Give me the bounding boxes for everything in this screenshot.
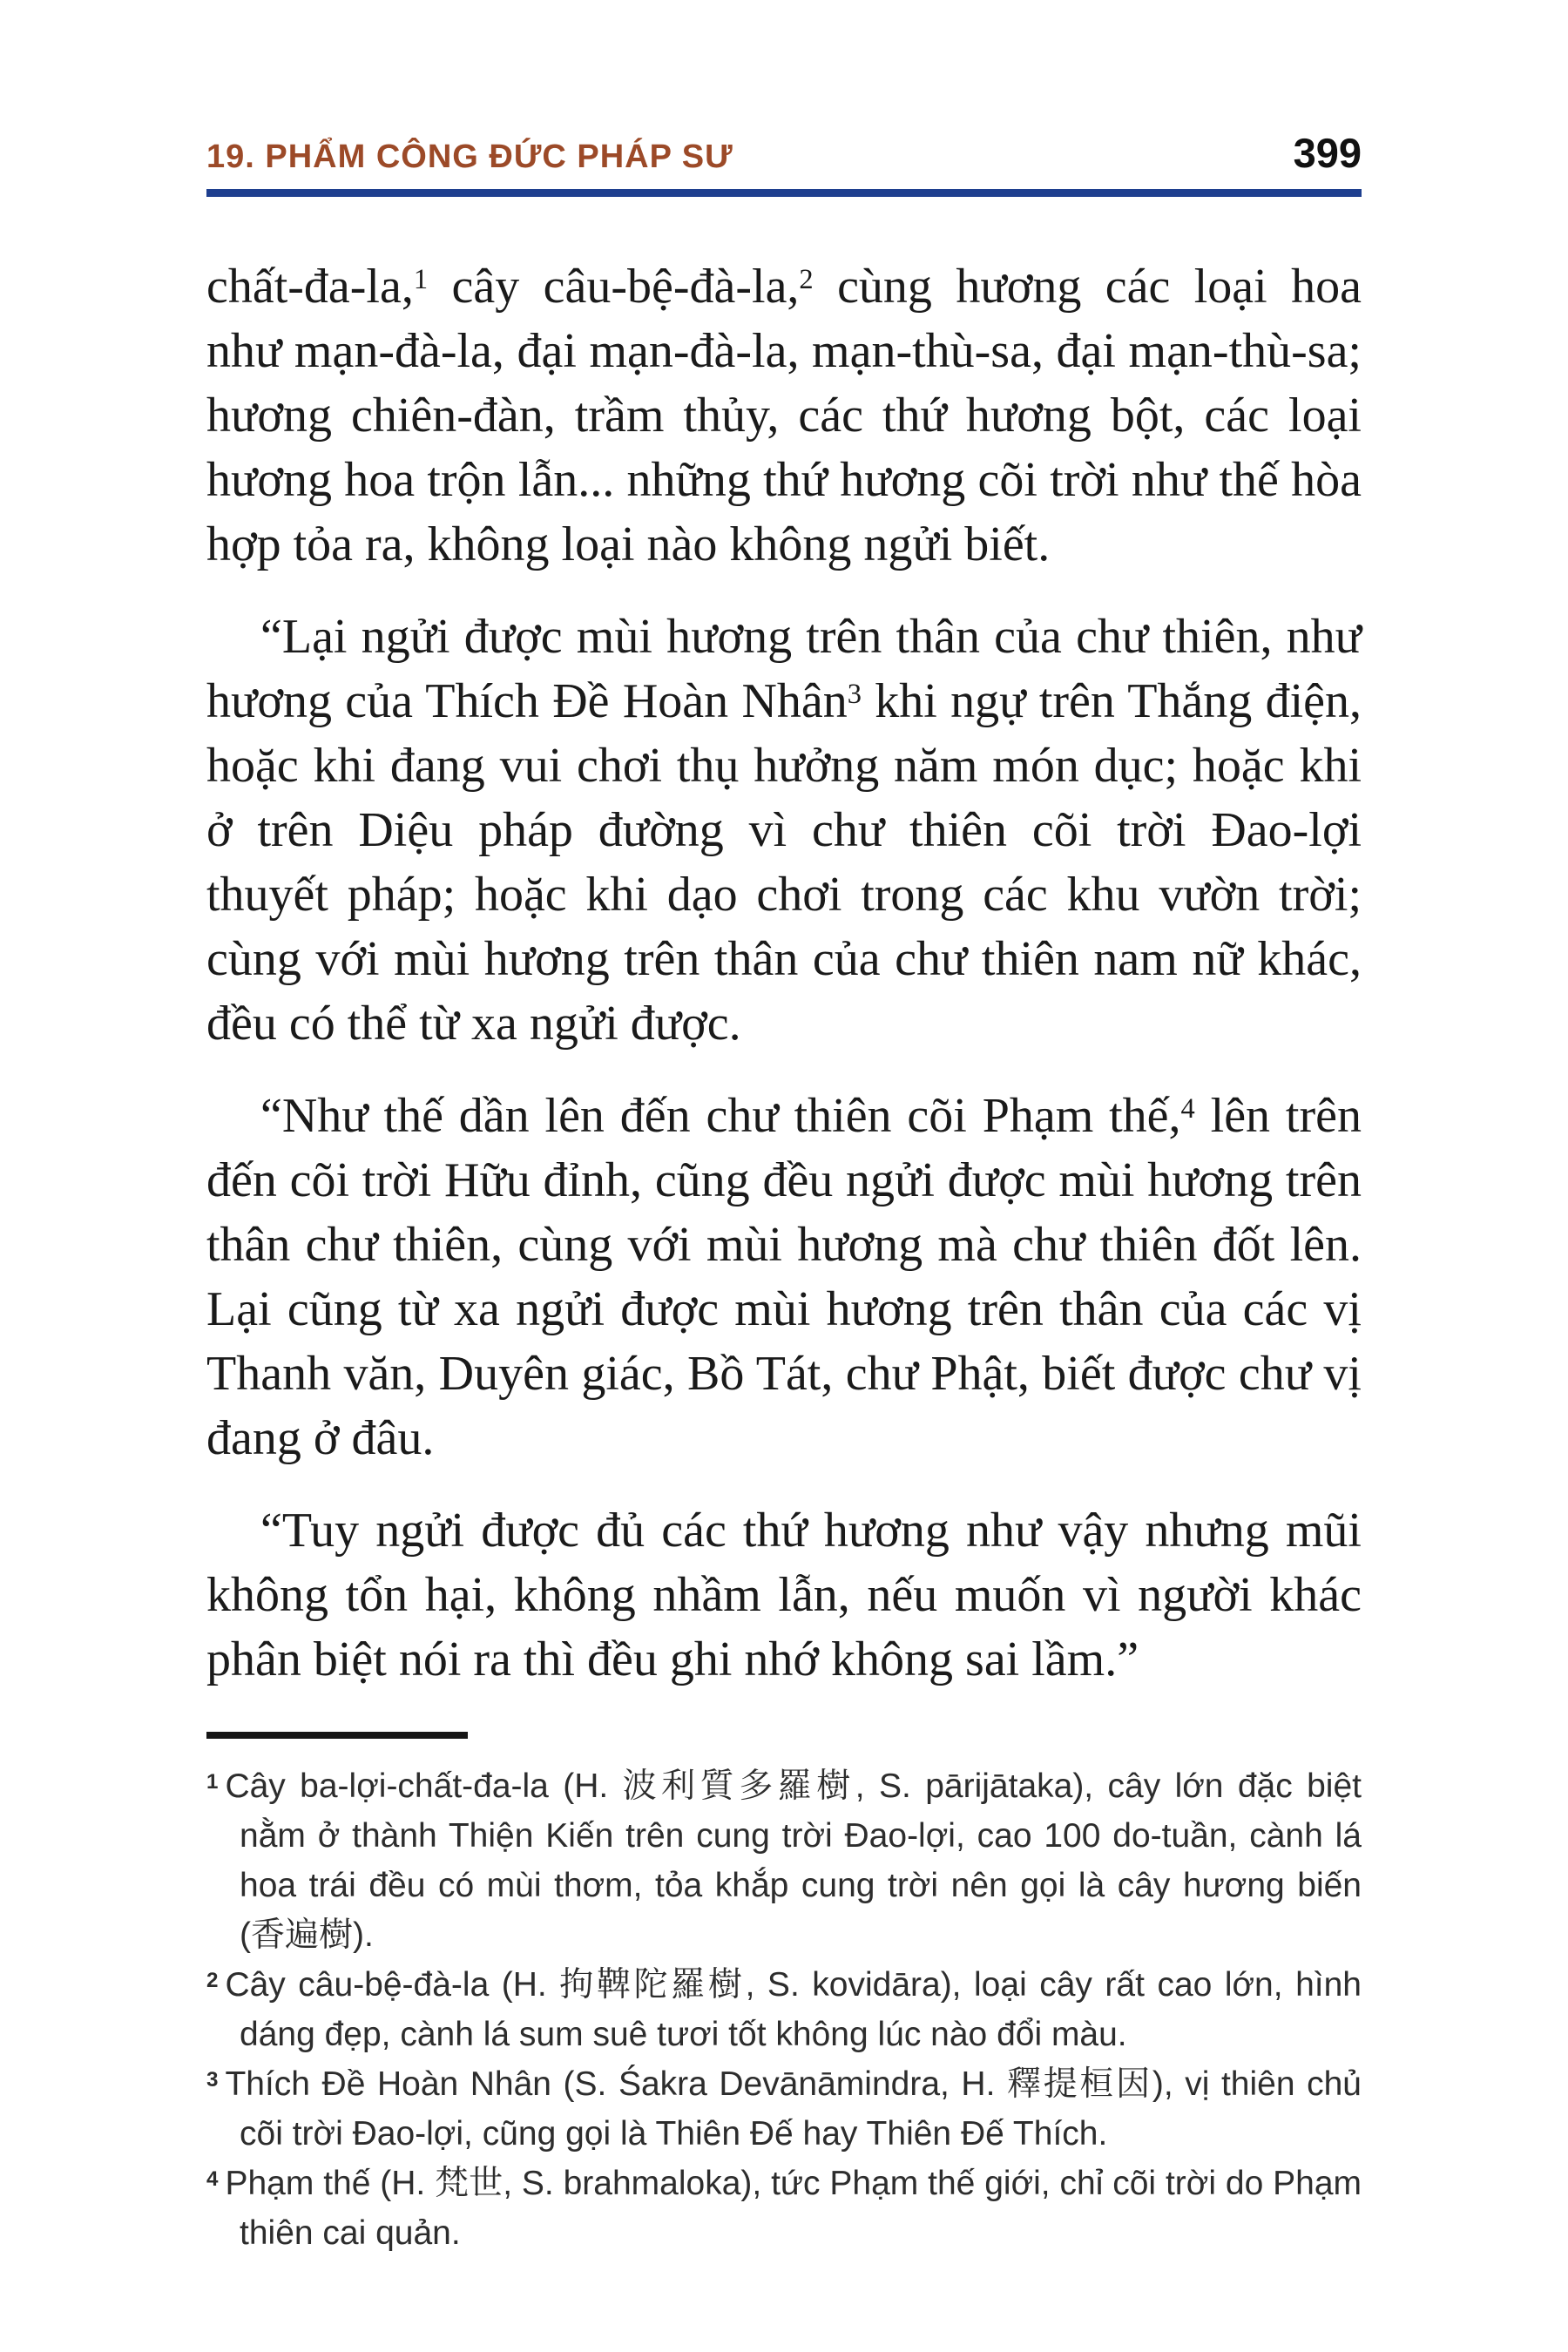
footnote-separator [206, 1732, 468, 1739]
footnote-item: $^1$ Cây ba-lợi-chất-đa-la (H. 波利質多羅樹, S. pārijātaka), cây lớn đặc biệt nằm ở thành Thiện Kiến trên cung trời Đao-lợi, cao 100 do-tuần, cành lá hoa trái đều có mùi thơm, tỏa khắp cung trời nên gọi là cây hương biến (香遍樹). [206, 1767, 1362, 1954]
footnote-reference: 2 [799, 264, 814, 296]
footnote-marker: 4 [206, 2166, 219, 2191]
header-rule [206, 189, 1362, 197]
footnote-marker: 2 [206, 1968, 219, 1992]
paragraph: “Tuy ngửi được đủ các thứ hương như vậy nhưng mũi không tổn hại, không nhầm lẫn, nếu muốn vì người khác phân biệt nói ra thì đều ghi nhớ không sai lầm.” [206, 1504, 1362, 1686]
footnote-marker: 3 [206, 2067, 219, 2092]
paragraph: chất-đa-la,$^1$ cây câu-bệ-đà-la,$^2$ cùng hương các loại hoa như mạn-đà-la, đại mạn-đà-la, mạn-thù-sa, đại mạn-thù-sa; hương chiên-đàn, trầm thủy, các thứ hương bột, các loại hương hoa trộn lẫn... những thứ hương cõi trời như thế hòa hợp tỏa ra, không loại nào không ngửi biết. [206, 260, 1362, 571]
footnote-marker: 1 [206, 1769, 219, 1794]
body-text [206, 254, 1362, 1692]
footnote-item: $^3$ Thích Đề Hoàn Nhân (S. Śakra Devānāmindra, H. 釋提桓因), vị thiên chủ cõi trời Đao-lợi, cũng gọi là Thiên Đế hay Thiên Đế Thích. [206, 2065, 1362, 2153]
chapter-title: 19. PHẨM CÔNG ĐỨC PHÁP SƯ [206, 139, 733, 175]
footnote-item: $^2$ Cây câu-bệ-đà-la (H. 拘鞞陀羅樹, S. kovidāra), loại cây rất cao lớn, hình dáng đẹp, cành lá sum suê tươi tốt không lúc nào đổi màu. [206, 1966, 1362, 2053]
footnote-reference: 4 [1180, 1093, 1195, 1125]
footnotes-list [206, 1761, 1362, 2258]
running-header [206, 129, 1362, 177]
footnote-reference: 1 [413, 264, 429, 296]
paragraph: “Lại ngửi được mùi hương trên thân của chư thiên, như hương của Thích Đề Hoàn Nhân$^3$ khi ngự trên Thắng điện, hoặc khi đang vui chơi thụ hưởng năm món dục; hoặc khi ở trên Diệu pháp đường vì chư thiên cõi trời Đao-lợi thuyết pháp; hoặc khi dạo chơi trong các khu vườn trời; cùng với mùi hương trên thân của chư thiên nam nữ khác, đều có thể từ xa ngửi được. [206, 610, 1362, 1051]
footnote-reference: 3 [847, 679, 862, 711]
page-number: 399 [1293, 130, 1362, 176]
footnote-item: $^4$ Phạm thế (H. 梵世, S. brahmaloka), tức Phạm thế giới, chỉ cõi trời do Phạm thiên cai quản. [206, 2165, 1362, 2252]
paragraph: “Như thế dần lên đến chư thiên cõi Phạm thế,$^4$ lên trên đến cõi trời Hữu đỉnh, cũng đều ngửi được mùi hương trên thân chư thiên, cùng với mùi hương mà chư thiên đốt lên. Lại cũng từ xa ngửi được mùi hương trên thân của các vị Thanh văn, Duyên giác, Bồ Tát, chư Phật, biết được chư vị đang ở đâu. [206, 1089, 1362, 1465]
